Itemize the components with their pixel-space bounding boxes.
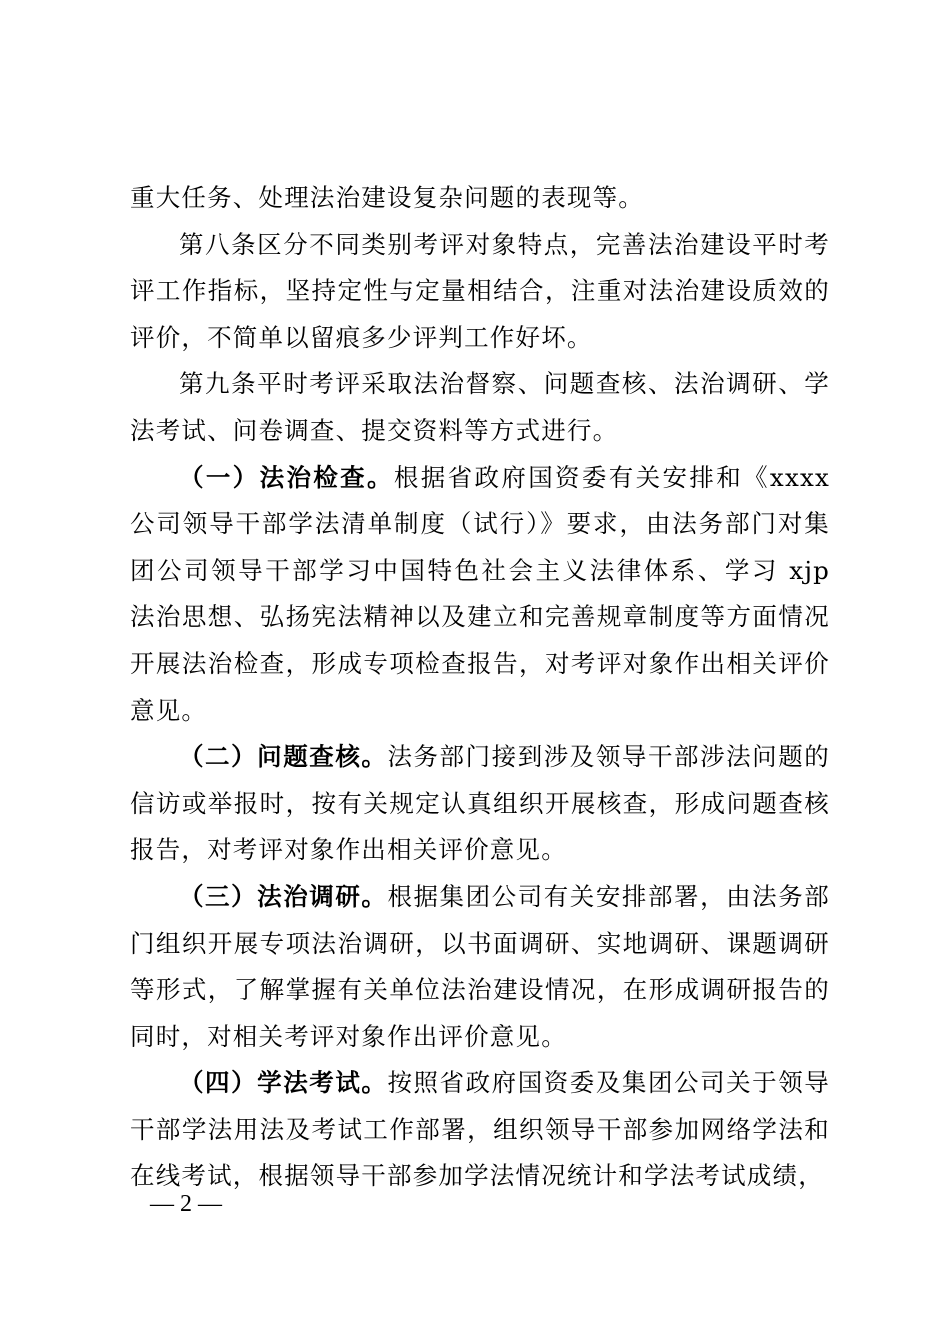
page-number: — 2 — [150, 1191, 222, 1217]
paragraph-article-8 [130, 222, 830, 362]
item-2-text: 法务部门接到涉及领导干部涉法问题的信访或举报时，按有关规定认真组织开展核查，形成问题查核报告，对考评对象作出相关评价意见。 [130, 742, 830, 865]
item-1-text: 根据省政府国资委有关安排和《xxxx 公司领导干部学法清单制度（试行）》要求，由法务部门对集团公司领导干部学习中国特色社会主义法律体系、学习 xjp 法治思想、弘扬宪法精神以及建立和完善规章制度等方面情况开展法治检查，形成专项检查报告，对考评对象作出相关评价意见。 [130, 462, 830, 725]
paragraph-article-9-text: 第九条平时考评采取法治督察、问题查核、法治调研、学法考试、问卷调查、提交资料等方式进行。 [130, 369, 830, 445]
item-3-text: 根据集团公司有关安排部署，由法务部门组织开展专项法治调研，以书面调研、实地调研、课题调研等形式，了解掌握有关单位法治建设情况，在形成调研报告的同时，对相关考评对象作出评价意见。 [130, 881, 830, 1051]
paragraph-article-8-text: 第八条区分不同类别考评对象特点，完善法治建设平时考评工作指标，坚持定性与定量相结合，注重对法治建设质效的评价，不简单以留痕多少评判工作好坏。 [130, 229, 830, 352]
item-4-heading: （四）学法考试。 [179, 1068, 388, 1098]
paragraph-article-9 [130, 361, 830, 454]
document-body [130, 175, 830, 1200]
item-3-heading: （三）法治调研。 [179, 881, 388, 911]
paragraph-item-4 [130, 1060, 830, 1200]
item-1-heading: （一）法治检查。 [179, 462, 394, 492]
item-4-text: 按照省政府国资委及集团公司关于领导干部学法用法及考试工作部署，组织领导干部参加网络学法和在线考试，根据领导干部参加学法情况统计和学法考试成绩， [130, 1068, 830, 1191]
item-2-heading: （二）问题查核。 [179, 742, 388, 772]
paragraph-item-3 [130, 874, 830, 1060]
paragraph-1-text: 重大任务、处理法治建设复杂问题的表现等。 [130, 183, 644, 212]
paragraph-1 [130, 175, 830, 222]
paragraph-item-1 [130, 455, 830, 735]
paragraph-item-2 [130, 734, 830, 874]
